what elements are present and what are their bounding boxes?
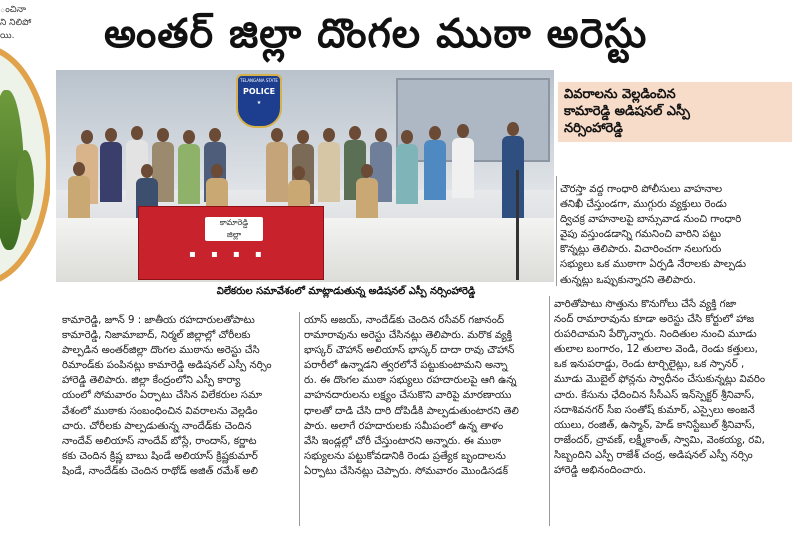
district-label-card (205, 217, 263, 241)
adjacent-circular-photo (0, 44, 50, 286)
plant-leaf (16, 150, 34, 220)
adjacent-article-strip (0, 0, 50, 557)
article-line: ధాలతో దాడి చేసి దారి దోపిడీకి పాల్పడుతుంటారని తెలి (304, 405, 519, 417)
article-line: సిబ్బందిని ఎస్పీ రాజేశ్ చంద్ర, అడిషనల్ ఎస్పీ నర్సిం (554, 449, 753, 461)
adjacent-article-text (0, 4, 50, 43)
seized-items: ▪ ▪ ▪ ▪ (189, 249, 268, 260)
adjacent-line: ంచినా (0, 5, 27, 15)
article-line: రిమాండ్‌కు పంపినట్లు కామారెడ్డి అడిషనల్ ఎస్పీ నర్సిం (62, 360, 272, 372)
article-line: వైపు వస్తుండడాన్ని గమనించి వారిని పట్టు (560, 229, 722, 241)
article-line: కకు చెందిన క్రిష్ణ బాబు షిండే అలియాస్ క్రిష్ణకుమార్ (62, 450, 258, 462)
article-line: భాస్కర్ చౌహాన్ అలియాస్ భాస్కర్ దాదా రావు చౌహాన్ (304, 345, 515, 357)
article-line: మూడు మొబైల్ ఫోన్లను స్వాధీనం చేసుకున్నట్లు వివరిం (554, 374, 766, 386)
column-rule (299, 312, 300, 526)
article-line: వారితోపాటు సొత్తును కొనుగోలు చేసే వ్యక్తి గజా (554, 299, 737, 310)
article-line: యాస్ అజయ్, నాందేడ్‌కు చెందిన రసీవర్ గజానంద్ (304, 315, 505, 326)
article-line: షిండే, నాందేడ్‌కు చెందిన రాథోడ్ అజిత్ రమేశ్ అలి (62, 465, 258, 477)
press-meet-photo (56, 70, 554, 282)
headline: అంతర్ జిల్లా దొంగల ముఠా అరెస్టు (104, 11, 648, 57)
article-line: వాహనదారులను లక్ష్యం చేసుకొని వారిపై మారణాయు (304, 390, 512, 402)
article-line: రు. ఈ దొంగల ముఠా సభ్యులు రహదారులపై ఆగి ఉన్న (304, 375, 517, 387)
article-line: పారు. అలాగే రహదారులకు సమీపంలో ఉన్న తాళం (304, 420, 504, 432)
article-line: ద్విచక్ర వాహనాలపై బాన్సువాడ నుంచి గాంధారి (560, 214, 742, 226)
article-line: రామారావును అరెస్టు చేసినట్లు తెలిపారు. మరొక వ్యక్తి (304, 330, 512, 342)
article-line: చారు. కేసును ఛేదించిన సీసీఎస్ ఇన్‌స్పెక్టర్ శ్రీనివాస్, (554, 389, 755, 401)
photo-caption: విలేకరుల సమావేశంలో మాట్లాడుతున్న అడిషనల్ ఎస్పీ నర్సింహారెడ్డి (216, 286, 476, 297)
adjacent-line: యి. (0, 31, 15, 41)
microphone-stand (516, 170, 519, 280)
article-line: తనిఖీ చేస్తుండగా, ముగ్గురు వ్యక్తులు రెండు (560, 199, 727, 211)
article-line: సభ్యులు ఒక ముఠాగా ఏర్పడి నేరాలకు పాల్పడు (560, 259, 747, 271)
callout-line: వివరాలను వెల్లడించిన (564, 87, 676, 102)
highlight-callout (558, 82, 792, 142)
article-line: కొన్నట్లు తెలిపారు. విచారించగా నలుగురు (560, 244, 722, 256)
article-line: రాజేందర్, చ్రావణ్, లక్ష్మీకాంత్, స్వామి, వెంకయ్య, రవి, (554, 434, 765, 446)
article-line: వేశంలో ముఠాకు సంబంధించిన వివరాలను వెల్లడిం (62, 405, 258, 417)
adjacent-line: ని నిలిపో (0, 18, 32, 28)
article-line: ఏర్పాటు చేసినట్లు చెప్పారు. సోమవారం మొండిసడక్ (304, 465, 509, 477)
article-line: పాల్పడిన అంతర్‌జిల్లా దొంగల ముఠాను అరెస్టు చేసి (62, 345, 260, 357)
article-line: హారెడ్డి అభినందించారు. (554, 465, 647, 477)
article-column-1 (62, 313, 294, 479)
article-line: తులాల బంగారం, 12 తులాల వెండి, రెండు కత్తులు, (554, 344, 758, 356)
article-column-3 (554, 297, 794, 478)
article-line: తున్నట్లు ఒప్పుకున్నారని తెలిపారు. (560, 274, 696, 286)
article-line: కామారెడ్డి, నిజామాబాద్, నిర్మల్ జిల్లాల్లో చోరీలకు (62, 330, 251, 342)
callout-line: కామారెడ్డి అడిషనల్ ఎస్పీ (564, 104, 690, 119)
article-line: సదాశివనగర్ సీఐ సంతోష్ కుమార్, ఎస్సైలు అంజనే (554, 404, 755, 416)
article-line: నంద్ రామారావును కూడా అరెస్టు చేసి కోర్టులో హాజ (554, 314, 755, 326)
article-line: రుపరిచామని పేర్కొన్నారు. నిందితుల నుంచి మూడు (554, 329, 757, 341)
column-rule (556, 176, 557, 286)
article-line: ఒక ఇనుపరాడ్డు, రెండు టార్చిలైట్లు, ఒక స్పానర్ , (554, 359, 745, 371)
emblem-text: ★ (256, 100, 262, 106)
article-line: హారెడ్డి తెలిపారు. జిల్లా కేంద్రంలోని ఎస్పీ కార్యా (62, 375, 241, 387)
article-line: నాందేవ్ అలియాస్ నాందేవ్ బోస్లే, రాందాస్, కర్ణాట (62, 435, 257, 447)
police-emblem (236, 74, 282, 128)
emblem-text: TELANGANA STATE (240, 78, 278, 83)
emblem-text: POLICE (242, 87, 276, 96)
article-line: సభ్యులను పట్టుకోవడానికి రెండు ప్రత్యేక బృందాలను (304, 450, 506, 462)
article-line: చౌరస్తా వద్ద గాంధారి పోలీసులు వాహనాల (560, 184, 723, 195)
article-line: వేసి ఇండ్లల్లో చోరీ చేస్తుంటారని అన్నారు. ఈ ముఠా (304, 435, 502, 447)
label-text: జిల్లా (226, 230, 242, 239)
label-text: కామారెడ్డి (219, 218, 249, 227)
article-line: కామారెడ్డి, జూన్ 9 : జాతీయ రహదారులతోపాటు (62, 315, 255, 326)
article-column-2 (304, 313, 544, 479)
article-line: యులు, రంజిత్, ఉస్మాన్, హెడ్ కానిస్టేబుల్ శ్రీనివాస్, (554, 419, 756, 431)
column-rule (549, 296, 550, 526)
article-column-right-top (560, 182, 794, 288)
callout-line: నర్సింహారెడ్డి (564, 121, 623, 136)
article-line: యంలో సోమవారం ఏర్పాటు చేసిన విలేకరుల సమా (62, 390, 262, 402)
article-line: పరారీలో ఉన్నాడని త్వరలోనే పట్టుకుంటామని అన్నా (304, 360, 508, 372)
article-line: చారు. చోరీలకు పాల్పడుతున్న నాందేడ్‌కు చెందిన (62, 420, 252, 432)
seized-items-display (138, 206, 324, 280)
